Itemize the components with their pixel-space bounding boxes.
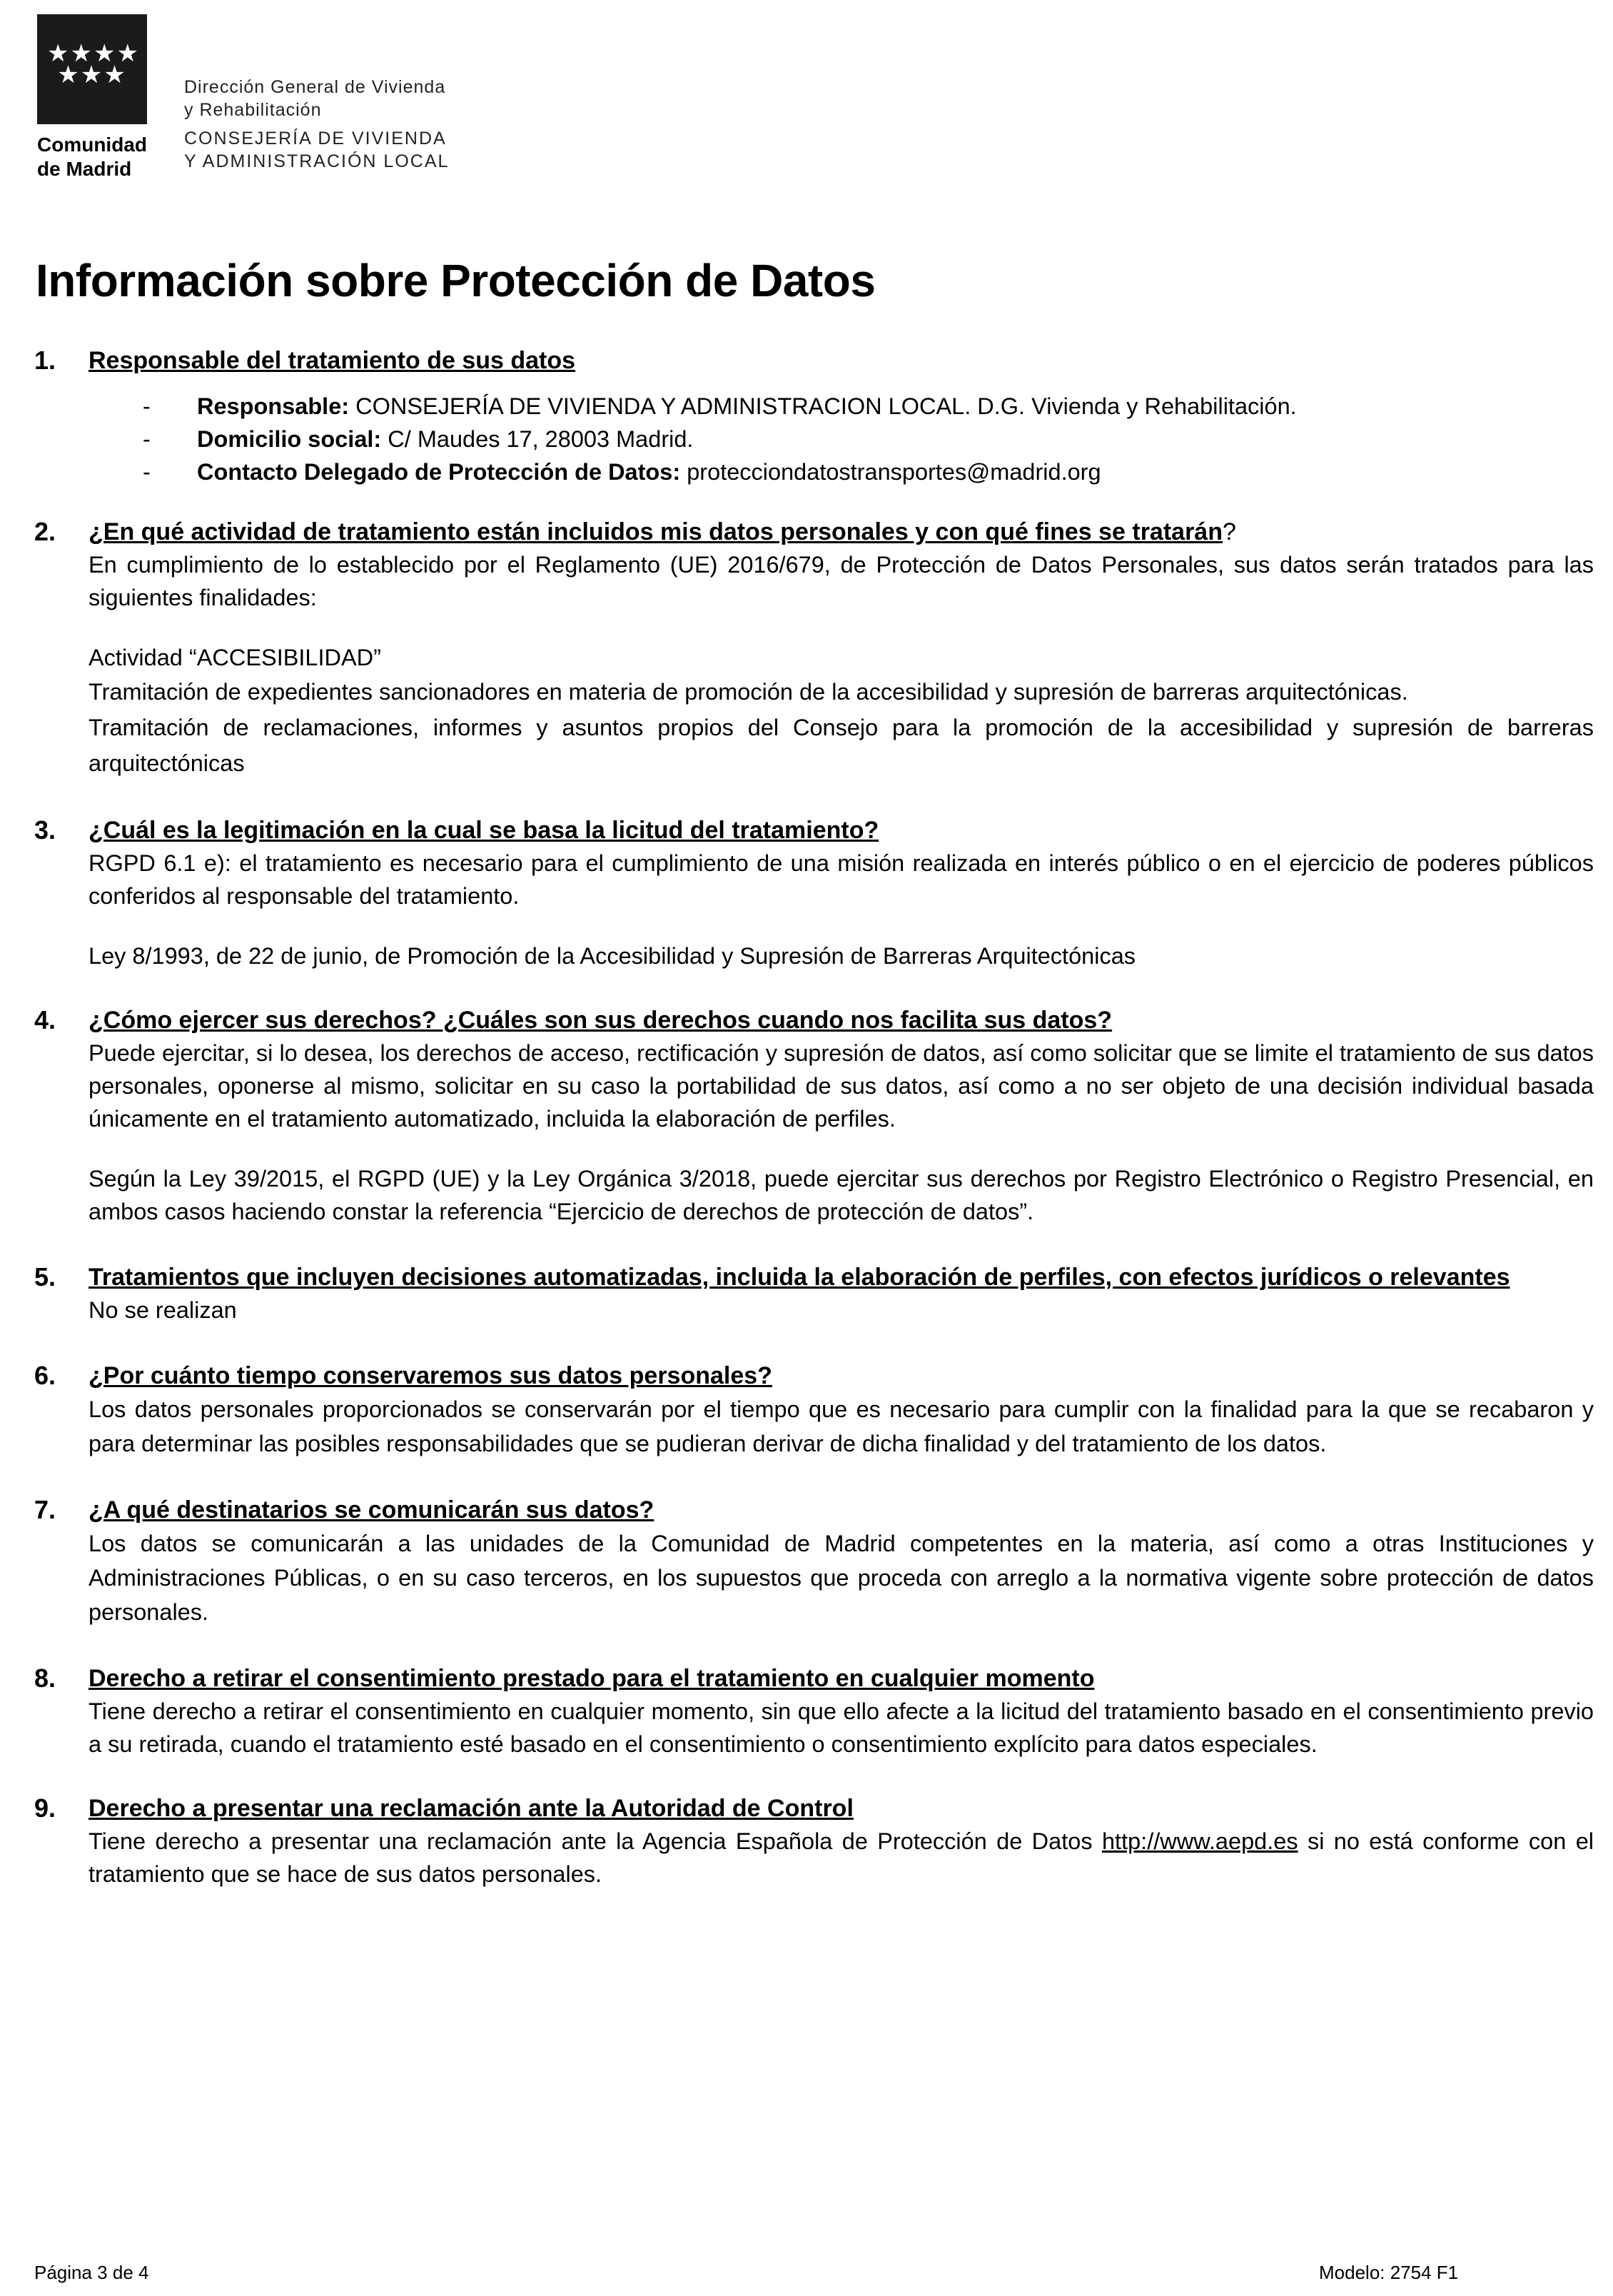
- section-heading: Tratamientos que incluyen decisiones automatizadas, incluida la elaboración de perfiles, con efectos jurídicos o relevantes: [89, 1264, 1510, 1291]
- section-1: [34, 344, 1594, 488]
- section-9: [34, 1792, 1594, 1890]
- paragraph: No se realizan: [89, 1297, 237, 1323]
- section-number: 2.: [34, 517, 56, 546]
- paragraph: Tramitación de reclamaciones, informes y asuntos propios del Consejo para la promoción de la accesibilidad y supresión de barreras arquitectónicas: [89, 715, 1594, 776]
- paragraph: Tiene derecho a retirar el consentimiento en cualquier momento, sin que ello afecte a la licitud del tratamiento basado en el consentimiento previo a su retirada, cuando el tratamiento esté basado en el consentimiento o consentimiento explícito para datos especiales.: [89, 1698, 1594, 1757]
- item-text: C/ Maudes 17, 28003 Madrid.: [381, 426, 694, 452]
- section-heading: ¿A qué destinatarios se comunicarán sus datos?: [89, 1496, 654, 1524]
- section-3: [34, 814, 1594, 972]
- section-number: 5.: [34, 1262, 56, 1292]
- organization-block: [184, 76, 684, 173]
- section-number: 8.: [34, 1663, 56, 1693]
- section-heading: Derecho a presentar una reclamación ante la Autoridad de Control: [89, 1795, 854, 1822]
- org-line-4: Y ADMINISTRACIÓN LOCAL: [184, 151, 450, 171]
- document-body: [34, 344, 1594, 1918]
- section-4: [34, 1004, 1594, 1228]
- section-number: 1.: [34, 346, 56, 375]
- item-label: Contacto Delegado de Protección de Datos:: [197, 459, 681, 485]
- paragraph: Ley 8/1993, de 22 de junio, de Promoción de la Accesibilidad y Supresión de Barreras Arquitectónicas: [89, 943, 1136, 969]
- section-number: 7.: [34, 1495, 56, 1524]
- logo-line-1: Comunidad: [37, 134, 147, 156]
- paragraph: Puede ejercitar, si lo desea, los derechos de acceso, rectificación y supresión de datos, así como solicitar que se limite el tratamiento de sus datos personales, oponerse al mismo, solicitar en su caso la portabilidad de sus datos, así como a no ser objeto de una decisión individual basada únicamente en el tratamiento automatizado, incluida la elaboración de perfiles.: [89, 1040, 1594, 1132]
- paragraph: Según la Ley 39/2015, el RGPD (UE) y la Ley Orgánica 3/2018, puede ejercitar sus derechos por Registro Electrónico o Registro Presencial, en ambos casos haciendo constar la referencia “Ejercicio de derechos de protección de datos”.: [89, 1166, 1594, 1224]
- section-heading: Responsable del tratamiento de sus datos: [89, 347, 576, 374]
- section-7: [34, 1494, 1594, 1629]
- paragraph: En cumplimiento de lo establecido por el Reglamento (UE) 2016/679, de Protección de Datos Personales, sus datos serán tratados para las siguientes finalidades:: [89, 552, 1594, 610]
- section-number: 4.: [34, 1005, 56, 1034]
- madrid-logo: [37, 14, 147, 124]
- section-2: [34, 515, 1594, 781]
- list-item: - Responsable: CONSEJERÍA DE VIVIENDA Y ADMINISTRACION LOCAL. D.G. Vivienda y Rehabilitación.: [143, 393, 1297, 419]
- org-line-2: y Rehabilitación: [184, 100, 322, 120]
- section-8: [34, 1662, 1594, 1761]
- section-heading: ¿Por cuánto tiempo conservaremos sus datos personales?: [89, 1362, 772, 1389]
- section-heading: ¿Cómo ejercer sus derechos? ¿Cuáles son sus derechos cuando nos facilita sus datos?: [89, 1007, 1113, 1034]
- stars-icon: ★★★★ ★★★: [47, 39, 140, 89]
- paragraph: [89, 1825, 1594, 1890]
- section-heading: ¿Cuál es la legitimación en la cual se basa la licitud del tratamiento?: [89, 817, 879, 844]
- list-item: - Domicilio social: C/ Maudes 17, 28003 Madrid.: [143, 426, 694, 452]
- item-text: protecciondatostransportes@madrid.org: [680, 459, 1101, 485]
- section-heading: Derecho a retirar el consentimiento prestado para el tratamiento en cualquier momento: [89, 1665, 1095, 1692]
- model-number: Modelo: 2754 F1: [1319, 2262, 1459, 2283]
- paragraph: RGPD 6.1 e): el tratamiento es necesario para el cumplimiento de una misión realizada en interés público o en el ejercicio de poderes públicos conferidos al responsable del tratamiento.: [89, 850, 1594, 909]
- section-6: [34, 1359, 1594, 1461]
- paragraph-text: si no está conforme con el tratamiento que se hace de sus datos personales.: [89, 1828, 1594, 1887]
- org-line-3: CONSEJERÍA DE VIVIENDA: [184, 129, 447, 148]
- paragraph: Los datos personales proporcionados se conservarán por el tiempo que es necesario para cumplir con la finalidad para la que se recabaron y para determinar las posibles responsabilidades que se pudieran derivar de dicha finalidad y del tratamiento de los datos.: [89, 1396, 1594, 1456]
- section-number: 6.: [34, 1361, 56, 1390]
- logo-text: [37, 133, 151, 181]
- section-number: 3.: [34, 815, 56, 845]
- responsible-list: [89, 390, 1594, 488]
- item-label: Domicilio social:: [197, 426, 382, 452]
- paragraph: Los datos se comunicarán a las unidades de la Comunidad de Madrid competentes en la materia, así como a otras Instituciones y Administraciones Públicas, o en su caso terceros, en los supuestos que proceda con arreglo a la normativa vigente sobre protección de datos personales.: [89, 1531, 1594, 1625]
- logo-line-2: de Madrid: [37, 158, 132, 180]
- paragraph: Tramitación de expedientes sancionadores en materia de promoción de la accesibilidad y supresión de barreras arquitectónicas.: [89, 679, 1408, 705]
- heading-suffix: ?: [1223, 518, 1236, 545]
- page-number: Página 3 de 4: [34, 2262, 149, 2283]
- item-label: Responsable:: [197, 393, 350, 419]
- activity-name: Actividad “ACCESIBILIDAD”: [89, 645, 381, 670]
- list-item: - Contacto Delegado de Protección de Datos: protecciondatostransportes@madrid.org: [143, 459, 1101, 485]
- paragraph-text: Tiene derecho a presentar una reclamación ante la Agencia Española de Protección de Datos: [89, 1828, 1102, 1854]
- org-line-1: Dirección General de Vivienda: [184, 77, 446, 97]
- item-text: CONSEJERÍA DE VIVIENDA Y ADMINISTRACION LOCAL. D.G. Vivienda y Rehabilitación.: [349, 393, 1297, 419]
- aepd-link[interactable]: http://www.aepd.es: [1101, 1828, 1298, 1854]
- page-title: Información sobre Protección de Datos: [36, 255, 876, 306]
- section-5: [34, 1261, 1594, 1326]
- section-number: 9.: [34, 1793, 56, 1823]
- section-heading: ¿En qué actividad de tratamiento están incluidos mis datos personales y con qué fines se tratarán: [89, 518, 1223, 545]
